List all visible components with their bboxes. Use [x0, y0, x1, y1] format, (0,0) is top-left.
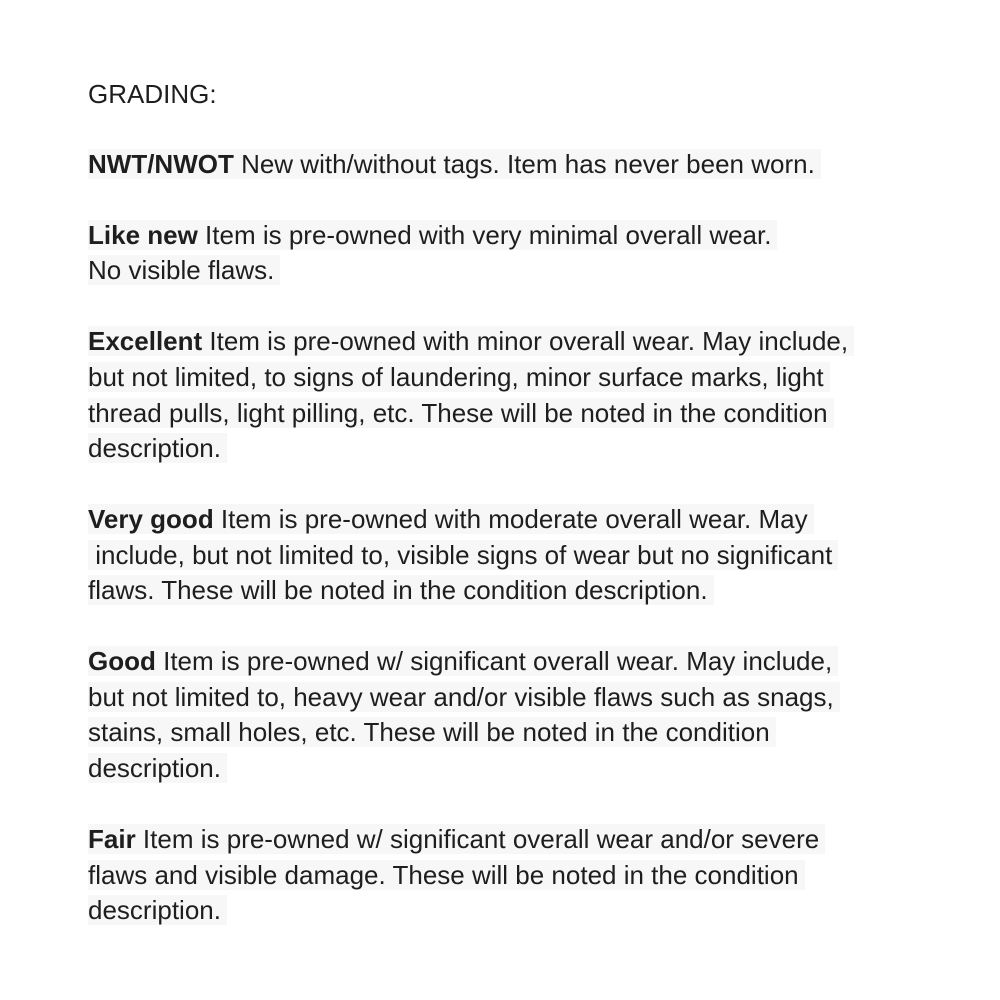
grade-line-highlight: [88, 895, 227, 925]
grade-term: Like new: [88, 219, 198, 250]
grade-line: [88, 502, 948, 538]
grade-line-highlight: [88, 326, 854, 356]
grade-description-text: No visible flaws.: [88, 255, 275, 286]
grade-entry: [88, 324, 948, 467]
grade-description-text: flaws. These will be noted in the condition description.: [88, 575, 708, 606]
grade-term: Fair: [88, 823, 136, 854]
grade-line-highlight: [88, 433, 227, 463]
grade-line: [88, 680, 948, 716]
grade-description-text: description.: [88, 433, 221, 464]
grade-entry: [88, 147, 948, 183]
grade-term: Good: [88, 646, 156, 677]
grade-line-highlight: [88, 362, 830, 392]
grade-line-highlight: [88, 824, 825, 854]
grade-line: [88, 751, 948, 787]
grade-line: [88, 715, 948, 751]
grading-document: [88, 76, 948, 929]
grade-description-text: Item is pre-owned w/ significant overall wear and/or severe: [135, 823, 820, 854]
grade-description-text: description.: [88, 895, 221, 926]
grade-line-highlight: [88, 717, 776, 747]
grade-line: [88, 893, 948, 929]
grade-line-highlight: [88, 540, 838, 570]
grade-description-text: stains, small holes, etc. These will be noted in the condition: [88, 717, 770, 748]
grade-description-text: Item is pre-owned w/ significant overall wear. May include,: [155, 646, 833, 677]
grade-description-text: Item is pre-owned with very minimal overall wear.: [197, 219, 772, 250]
grade-description-text: flaws and visible damage. These will be noted in the condition: [88, 859, 799, 890]
grade-term: NWT/NWOT: [88, 149, 234, 179]
grade-description-text: thread pulls, light pilling, etc. These will be noted in the condition: [88, 397, 828, 428]
grade-list: [88, 147, 948, 929]
grade-line-highlight: [88, 220, 777, 250]
grade-line-highlight: [88, 860, 805, 890]
grade-description-text: description.: [88, 753, 221, 784]
grade-line: [88, 253, 948, 289]
grade-line-highlight: [88, 575, 714, 605]
grade-line: [88, 396, 948, 432]
grade-line-highlight: [88, 255, 280, 285]
grade-line-highlight: [88, 646, 838, 676]
grade-line-highlight: [88, 149, 821, 179]
grade-description-text: New with/without tags. Item has never been worn.: [233, 149, 815, 179]
grade-line: [88, 538, 948, 574]
grade-line-highlight: [88, 504, 814, 534]
grade-line: [88, 573, 948, 609]
grade-line-highlight: [88, 398, 834, 428]
grade-description-text: but not limited, to signs of laundering, minor surface marks, light: [88, 361, 824, 392]
grade-line: [88, 644, 948, 680]
grade-entry: [88, 218, 948, 289]
grade-term: Excellent: [88, 326, 203, 357]
grade-description-text: include, but not limited to, visible signs of wear but no significant: [88, 539, 833, 570]
grade-line-highlight: [88, 682, 840, 712]
grade-description-text: Item is pre-owned with minor overall wear. May include,: [202, 326, 849, 357]
grade-line-highlight: [88, 753, 227, 783]
grade-entry: [88, 502, 948, 609]
grade-line: [88, 858, 948, 894]
grade-line: [88, 360, 948, 396]
grade-line: [88, 147, 948, 183]
grade-line: [88, 218, 948, 254]
grade-line: [88, 822, 948, 858]
grade-line: [88, 431, 948, 467]
grade-entry: [88, 822, 948, 929]
grade-description-text: Item is pre-owned with moderate overall wear. May: [213, 503, 808, 534]
grade-line: [88, 324, 948, 360]
grade-description-text: but not limited to, heavy wear and/or visible flaws such as snags,: [88, 681, 834, 712]
grade-term: Very good: [88, 503, 214, 534]
grading-heading: GRADING:: [88, 79, 217, 109]
grade-entry: [88, 644, 948, 787]
